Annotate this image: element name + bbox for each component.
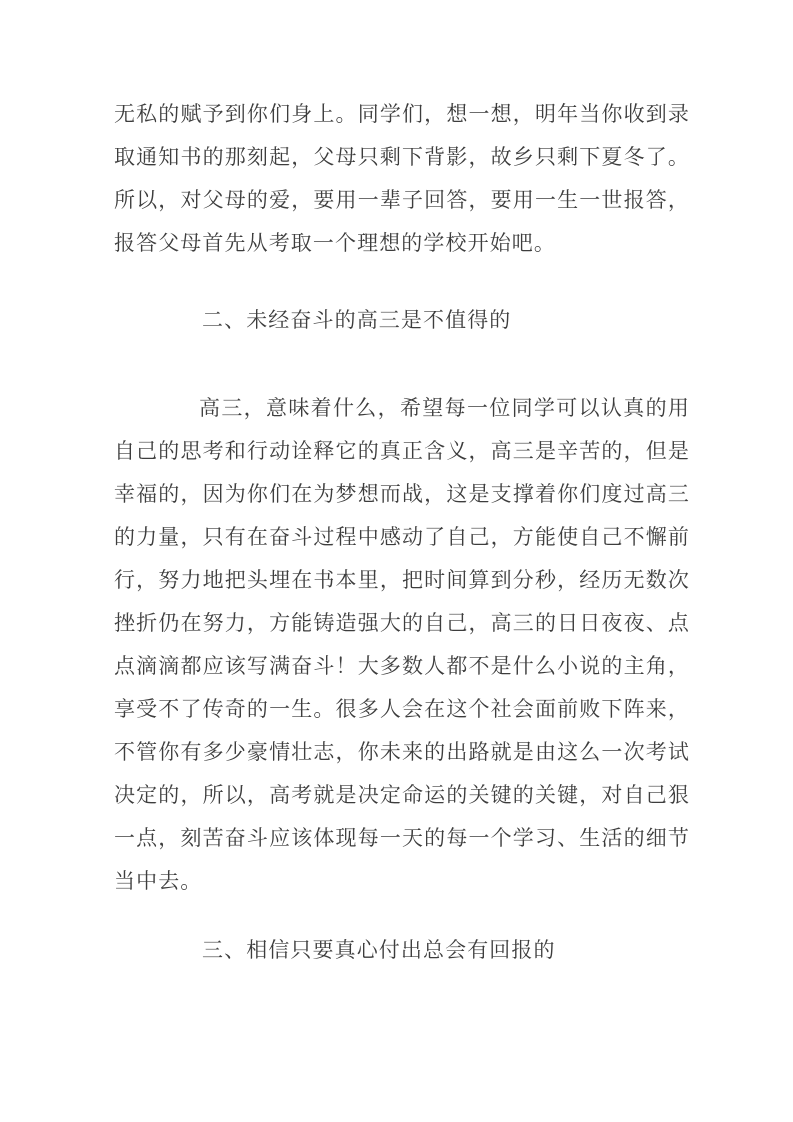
document-content <box>114 93 690 972</box>
paragraph-gaosan-struggle: 高三，意味着什么，希望每一位同学可以认真的用自己的思考和行动诠释它的真正含义，高三是辛苦的，但是幸福的，因为你们在为梦想而战，这是支撑着你们度过高三的力量，只有在奋斗过程中感动了自己，方能使自己不懈前行，努力地把头埋在书本里，把时间算到分秒，经历无数次挫折仍在努力，方能铸造强大的自己，高三的日日夜夜、点点滴滴都应该写满奋斗！大多数人都不是什么小说的主角，享受不了传奇的一生。很多人会在这个社会面前败下阵来，不管你有多少豪情壮志，你未来的出路就是由这么一次考试决定的，所以，高考就是决定命运的关键的关键，对自己狠一点，刻苦奋斗应该体现每一天的每一个学习、生活的细节当中去。 <box>114 396 690 893</box>
section-heading-two: 二、未经奋斗的高三是不值得的 <box>202 308 512 332</box>
section-heading-three: 三、相信只要真心付出总会有回报的 <box>202 938 556 962</box>
paragraph-parents-gratitude: 无私的赋予到你们身上。同学们，想一想，明年当你收到录取通知书的那刻起，父母只剩下背影，故乡只剩下夏冬了。所以，对父母的爱，要用一辈子回答，要用一生一世报答，报答父母首先从考取一个理想的学校开始吧。 <box>114 102 690 255</box>
